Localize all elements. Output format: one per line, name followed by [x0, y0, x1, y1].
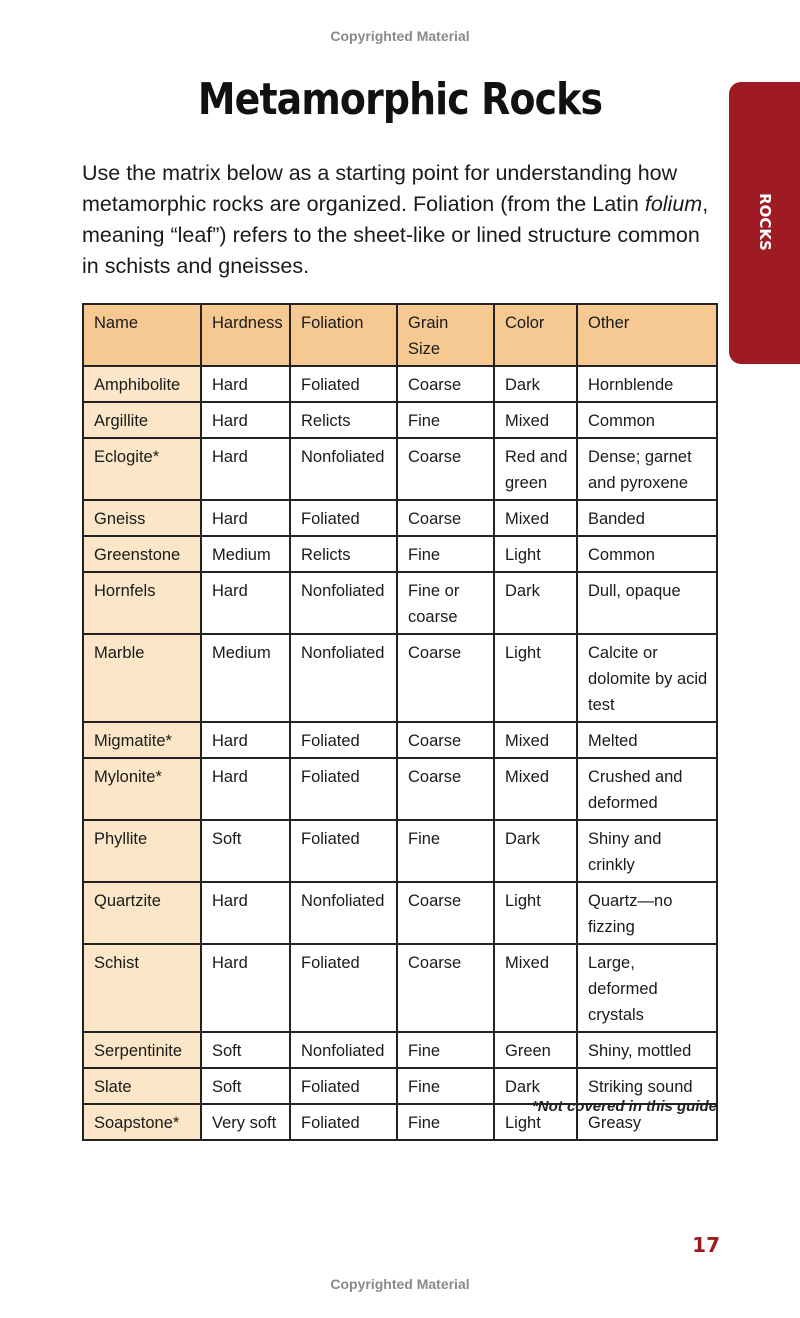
cell-color: Red and green — [494, 438, 577, 500]
footnote: *Not covered in this guide — [531, 1098, 717, 1115]
cell-foliation: Nonfoliated — [290, 634, 397, 722]
cell-foliation: Foliated — [290, 758, 397, 820]
cell-name: Migmatite* — [83, 722, 201, 758]
table-row — [83, 402, 717, 438]
cell-other: Greasy — [577, 1104, 717, 1140]
table-row — [83, 722, 717, 758]
cell-other: Striking sound — [577, 1068, 717, 1104]
cell-grain-size: Fine — [397, 1068, 494, 1104]
cell-hardness: Soft — [201, 1032, 290, 1068]
cell-color: Mixed — [494, 722, 577, 758]
table-row — [83, 500, 717, 536]
cell-grain-size: Fine — [397, 1032, 494, 1068]
cell-grain-size: Coarse — [397, 634, 494, 722]
table-header-row — [83, 304, 717, 366]
cell-foliation: Foliated — [290, 820, 397, 882]
cell-color: Dark — [494, 572, 577, 634]
cell-foliation: Foliated — [290, 1068, 397, 1104]
header-foliation: Foliation — [290, 304, 397, 366]
cell-other: Shiny and crinkly — [577, 820, 717, 882]
cell-other: Dull, opaque — [577, 572, 717, 634]
cell-hardness: Hard — [201, 882, 290, 944]
cell-name: Mylonite* — [83, 758, 201, 820]
cell-name: Phyllite — [83, 820, 201, 882]
cell-other: Quartz—no fizzing — [577, 882, 717, 944]
cell-hardness: Hard — [201, 572, 290, 634]
cell-grain-size: Coarse — [397, 366, 494, 402]
table-row — [83, 820, 717, 882]
cell-grain-size: Coarse — [397, 758, 494, 820]
cell-other: Common — [577, 402, 717, 438]
cell-name: Quartzite — [83, 882, 201, 944]
cell-hardness: Very soft — [201, 1104, 290, 1140]
cell-color: Mixed — [494, 758, 577, 820]
table-row — [83, 944, 717, 1032]
cell-other: Dense; garnet and pyroxene — [577, 438, 717, 500]
cell-hardness: Medium — [201, 536, 290, 572]
header-color: Color — [494, 304, 577, 366]
cell-color: Light — [494, 1104, 577, 1140]
table-row — [83, 758, 717, 820]
cell-color: Dark — [494, 1068, 577, 1104]
cell-name: Amphibolite — [83, 366, 201, 402]
cell-name: Argillite — [83, 402, 201, 438]
cell-color: Mixed — [494, 402, 577, 438]
cell-name: Gneiss — [83, 500, 201, 536]
header-grain-size: Grain Size — [397, 304, 494, 366]
cell-foliation: Foliated — [290, 944, 397, 1032]
cell-hardness: Hard — [201, 944, 290, 1032]
cell-hardness: Hard — [201, 722, 290, 758]
cell-grain-size: Coarse — [397, 944, 494, 1032]
cell-name: Greenstone — [83, 536, 201, 572]
cell-hardness: Hard — [201, 500, 290, 536]
copyright-watermark-top: Copyrighted Material — [330, 28, 470, 44]
cell-name: Serpentinite — [83, 1032, 201, 1068]
cell-color: Light — [494, 634, 577, 722]
intro-paragraph — [82, 158, 722, 282]
page-number: 17 — [692, 1233, 720, 1257]
table-row — [83, 536, 717, 572]
cell-name: Schist — [83, 944, 201, 1032]
cell-color: Light — [494, 882, 577, 944]
table-row — [83, 634, 717, 722]
cell-grain-size: Coarse — [397, 438, 494, 500]
cell-color: Mixed — [494, 944, 577, 1032]
cell-grain-size: Fine — [397, 536, 494, 572]
header-hardness: Hardness — [201, 304, 290, 366]
cell-color: Mixed — [494, 500, 577, 536]
cell-hardness: Medium — [201, 634, 290, 722]
page-title: Metamorphic Rocks — [197, 74, 603, 125]
table-row — [83, 572, 717, 634]
cell-other: Hornblende — [577, 366, 717, 402]
cell-name: Slate — [83, 1068, 201, 1104]
cell-grain-size: Fine or coarse — [397, 572, 494, 634]
metamorphic-rocks-table — [82, 303, 718, 1141]
cell-other: Common — [577, 536, 717, 572]
cell-hardness: Hard — [201, 438, 290, 500]
table-row — [83, 438, 717, 500]
cell-foliation: Foliated — [290, 366, 397, 402]
section-tab-label: ROCKS — [755, 193, 774, 251]
cell-hardness: Soft — [201, 1068, 290, 1104]
cell-name: Hornfels — [83, 572, 201, 634]
section-tab[interactable] — [729, 82, 800, 364]
cell-color: Dark — [494, 366, 577, 402]
cell-name: Soapstone* — [83, 1104, 201, 1140]
intro-latin-term: folium — [644, 192, 703, 216]
cell-name: Eclogite* — [83, 438, 201, 500]
cell-foliation: Nonfoliated — [290, 1032, 397, 1068]
cell-other: Melted — [577, 722, 717, 758]
cell-hardness: Hard — [201, 758, 290, 820]
table-row — [83, 882, 717, 944]
cell-color: Dark — [494, 820, 577, 882]
cell-foliation: Foliated — [290, 1104, 397, 1140]
cell-hardness: Soft — [201, 820, 290, 882]
cell-foliation: Foliated — [290, 722, 397, 758]
cell-foliation: Nonfoliated — [290, 438, 397, 500]
cell-other: Banded — [577, 500, 717, 536]
cell-grain-size: Coarse — [397, 882, 494, 944]
cell-other: Calcite or dolomite by acid test — [577, 634, 717, 722]
cell-grain-size: Coarse — [397, 500, 494, 536]
table-row — [83, 1032, 717, 1068]
cell-other: Crushed and deformed — [577, 758, 717, 820]
cell-color: Light — [494, 536, 577, 572]
cell-grain-size: Fine — [397, 402, 494, 438]
cell-color: Green — [494, 1032, 577, 1068]
cell-grain-size: Coarse — [397, 722, 494, 758]
cell-other: Large, deformed crystals — [577, 944, 717, 1032]
table-row — [83, 366, 717, 402]
cell-other: Shiny, mottled — [577, 1032, 717, 1068]
header-other: Other — [577, 304, 717, 366]
cell-grain-size: Fine — [397, 820, 494, 882]
cell-foliation: Nonfoliated — [290, 882, 397, 944]
cell-foliation: Relicts — [290, 536, 397, 572]
cell-grain-size: Fine — [397, 1104, 494, 1140]
intro-text-end: , meaning “leaf”) refers to the sheet-like or lined structure common in schists and gneisses. — [82, 192, 709, 278]
cell-foliation: Relicts — [290, 402, 397, 438]
cell-foliation: Foliated — [290, 500, 397, 536]
cell-hardness: Hard — [201, 366, 290, 402]
cell-hardness: Hard — [201, 402, 290, 438]
cell-name: Marble — [83, 634, 201, 722]
intro-text-start: Use the matrix below as a starting point for understanding how metamorphic rocks are organized. Foliation (from the Latin — [82, 161, 678, 216]
cell-foliation: Nonfoliated — [290, 572, 397, 634]
header-name: Name — [83, 304, 201, 366]
copyright-watermark-bottom: Copyrighted Material — [330, 1276, 470, 1292]
